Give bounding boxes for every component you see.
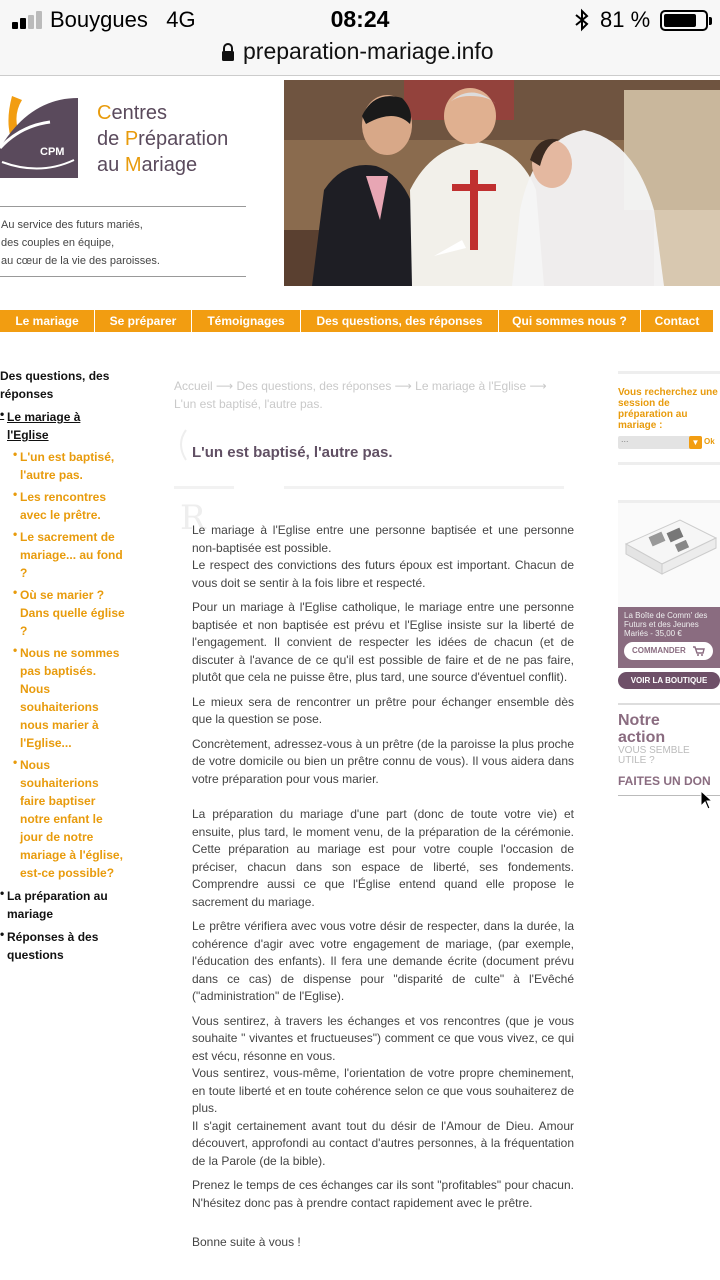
voir-boutique-button[interactable]: VOIR LA BOUTIQUE <box>618 672 720 689</box>
url-text: preparation-mariage.info <box>243 38 494 64</box>
main-nav <box>0 310 713 332</box>
paragraph: La préparation du mariage d'une part (donc de toute votre vie) et ensuite, plus tard, le moment venu, de la préparation de la cérémonie. Cette préparation au mariage est pour votre couple l'occasion de préciser, chacun dans son espace de liberté, ses fondements. Comprendre aussi ce que l'Église entend quand elle propose le sacrement du mariage. <box>192 807 574 909</box>
sidebar-subitem[interactable]: • L'un est baptisé, l'autre pas. <box>13 447 115 482</box>
faites-un-don-link[interactable]: FAITES UN DON <box>618 774 711 788</box>
decorative-ghost-line <box>174 483 564 493</box>
notre-action-heading: Notre action <box>618 712 666 746</box>
sidebar-subitem[interactable]: • Où se marier ? Dans quelle église ? <box>13 585 125 638</box>
sidebar-section-title: Des questions, des réponses <box>0 369 110 401</box>
wedding-hero-photo <box>284 80 720 286</box>
product-description: La Boîte de Comm' des Futurs et des Jeunes Mariés - 35,00 € <box>624 611 708 638</box>
mouse-cursor-icon <box>700 790 714 810</box>
sidebar-menu <box>0 367 125 964</box>
divider <box>0 206 246 207</box>
paragraph: Le mariage à l'Eglise entre une personne baptisée et une personne non-baptisée est possible. Le respect des convictions des futurs époux est important. Chacun de vous doit se sentir à la fois libre et respecté. <box>192 523 574 590</box>
sidebar-item-reponses[interactable]: • Réponses à des questions <box>0 927 99 962</box>
paragraph: Le prêtre vérifiera avec vous votre désir de respecter, dans la durée, la cohérence d'agir avec votre engagement de mariage, (par exemple, l'éducation des enfants). Il fera une demande écrite (document prévu dans ce cas) de dispense pour "disparité de culte" à l'Evêché ("administration" de l'Eglise). <box>192 919 574 1003</box>
divider <box>618 462 720 465</box>
cpm-logo[interactable] <box>0 96 80 178</box>
status-bar <box>0 0 720 40</box>
session-select[interactable]: ... ▼ <box>618 436 702 449</box>
decorative-letter-icon: R <box>180 498 206 538</box>
paragraph: Concrètement, adressez-vous à un prêtre (de la paroisse la plus proche de votre domicile ou bien un prêtre connu de vous). Il vous aidera dans votre préparation pour vous marier. <box>192 736 574 786</box>
divider <box>0 276 246 277</box>
nav-qui-sommes-nous[interactable]: Qui sommes nous ? <box>499 310 641 332</box>
cpm-abbr: CPM <box>40 146 65 158</box>
paragraph: Vous sentirez, à travers les échanges et vos rencontres (que je vous souhaite " vivantes et fructueuses") comment ce que vous vivez, ce qui est vécu, résonne en vous. Vous sentirez, vous-même, l'orientation de votre propre cheminement, en toute liberté et en toute cohérence selon ce que vous souhaiterez de plus. Il s'agit certainement avant tout du désir de l'Amour de Dieu. Amour découvert, approfondi au contact d'autres personnes, à la fréquentation de la Parole (de la bible). <box>192 1013 574 1168</box>
sidebar-subitem[interactable]: • Nous souhaiterions faire baptiser notre enfant le jour de notre mariage à l'église, est-ce possible? <box>13 755 123 880</box>
clock: 08:24 <box>330 6 390 32</box>
paragraph: Le mieux sera de rencontrer un prêtre pour échanger ensemble dès que la question se pose. <box>192 694 574 726</box>
nav-se-preparer[interactable]: Se préparer <box>95 310 192 332</box>
lock-icon <box>221 42 235 62</box>
session-search-widget <box>618 371 720 451</box>
cart-icon <box>693 646 705 656</box>
paragraph: Pour un mariage à l'Eglise catholique, le mariage entre une personne baptisée et non baptisée est prévu et l'Eglise insiste sur la liberté de l'engagement. Il convient de respecter les idées de chacun (et de discuter à l'avance de ce qu'il est possible de faire et de ne pas faire, plutôt que cela ne puisse être, plus tard, une source d'éventuel conflit). <box>192 600 574 684</box>
nav-temoignages[interactable]: Témoignages <box>192 310 301 332</box>
page-title: L'un est baptisé, l'autre pas. <box>192 444 393 461</box>
sidebar-subitem[interactable]: • Nous ne sommes pas baptisés. Nous souhaiterions nous marier à l'Eglise... <box>13 643 120 750</box>
battery-percent: 81 % <box>600 7 651 32</box>
sidebar-item-current[interactable]: • Le mariage à l'Eglise <box>0 407 81 442</box>
nav-contact[interactable]: Contact <box>654 314 700 328</box>
nav-le-mariage[interactable]: Le mariage <box>0 310 95 332</box>
bluetooth-icon <box>572 8 592 32</box>
tagline: Au service des futurs mariés, des couples en équipe, au cœur de la vie des paroisses. <box>1 219 160 267</box>
commander-button[interactable]: COMMANDER <box>624 642 713 660</box>
vous-semble-utile: VOUS SEMBLE UTILE ? <box>618 745 690 766</box>
ok-button[interactable]: Ok <box>704 437 715 446</box>
session-search-title: Vous recherchez une session de préparation au mariage : <box>618 387 718 431</box>
chevron-down-icon: ▼ <box>689 436 702 449</box>
carrier-label: Bouygues 4G <box>50 7 196 32</box>
paragraph: Bonne suite à vous ! <box>192 1235 301 1249</box>
battery-icon <box>660 10 708 31</box>
sidebar-subitem[interactable]: • Les rencontres avec le prêtre. <box>13 487 107 522</box>
sidebar-subitem[interactable]: • Le sacrement de mariage... au fond ? <box>13 527 123 580</box>
breadcrumb[interactable]: Accueil ⟶ Des questions, des réponses ⟶ Le mariage à l'Eglise ⟶ L'un est baptisé, l'autre pas. <box>174 379 547 411</box>
nav-questions-reponses[interactable]: Des questions, des réponses <box>301 310 499 332</box>
sidebar-item-preparation[interactable]: • La préparation au mariage <box>0 886 108 921</box>
logo-title: Centres de Préparation au Mariage <box>97 102 229 176</box>
article-body <box>192 522 574 1259</box>
divider <box>618 703 720 705</box>
paragraph: Prenez le temps de ces échanges car ils sont "profitables" pour chacun. N'hésitez donc pas à prendre contact rapidement avec le prêtre. <box>192 1178 574 1210</box>
product-box-image[interactable] <box>620 512 718 580</box>
address-bar[interactable] <box>0 36 720 76</box>
